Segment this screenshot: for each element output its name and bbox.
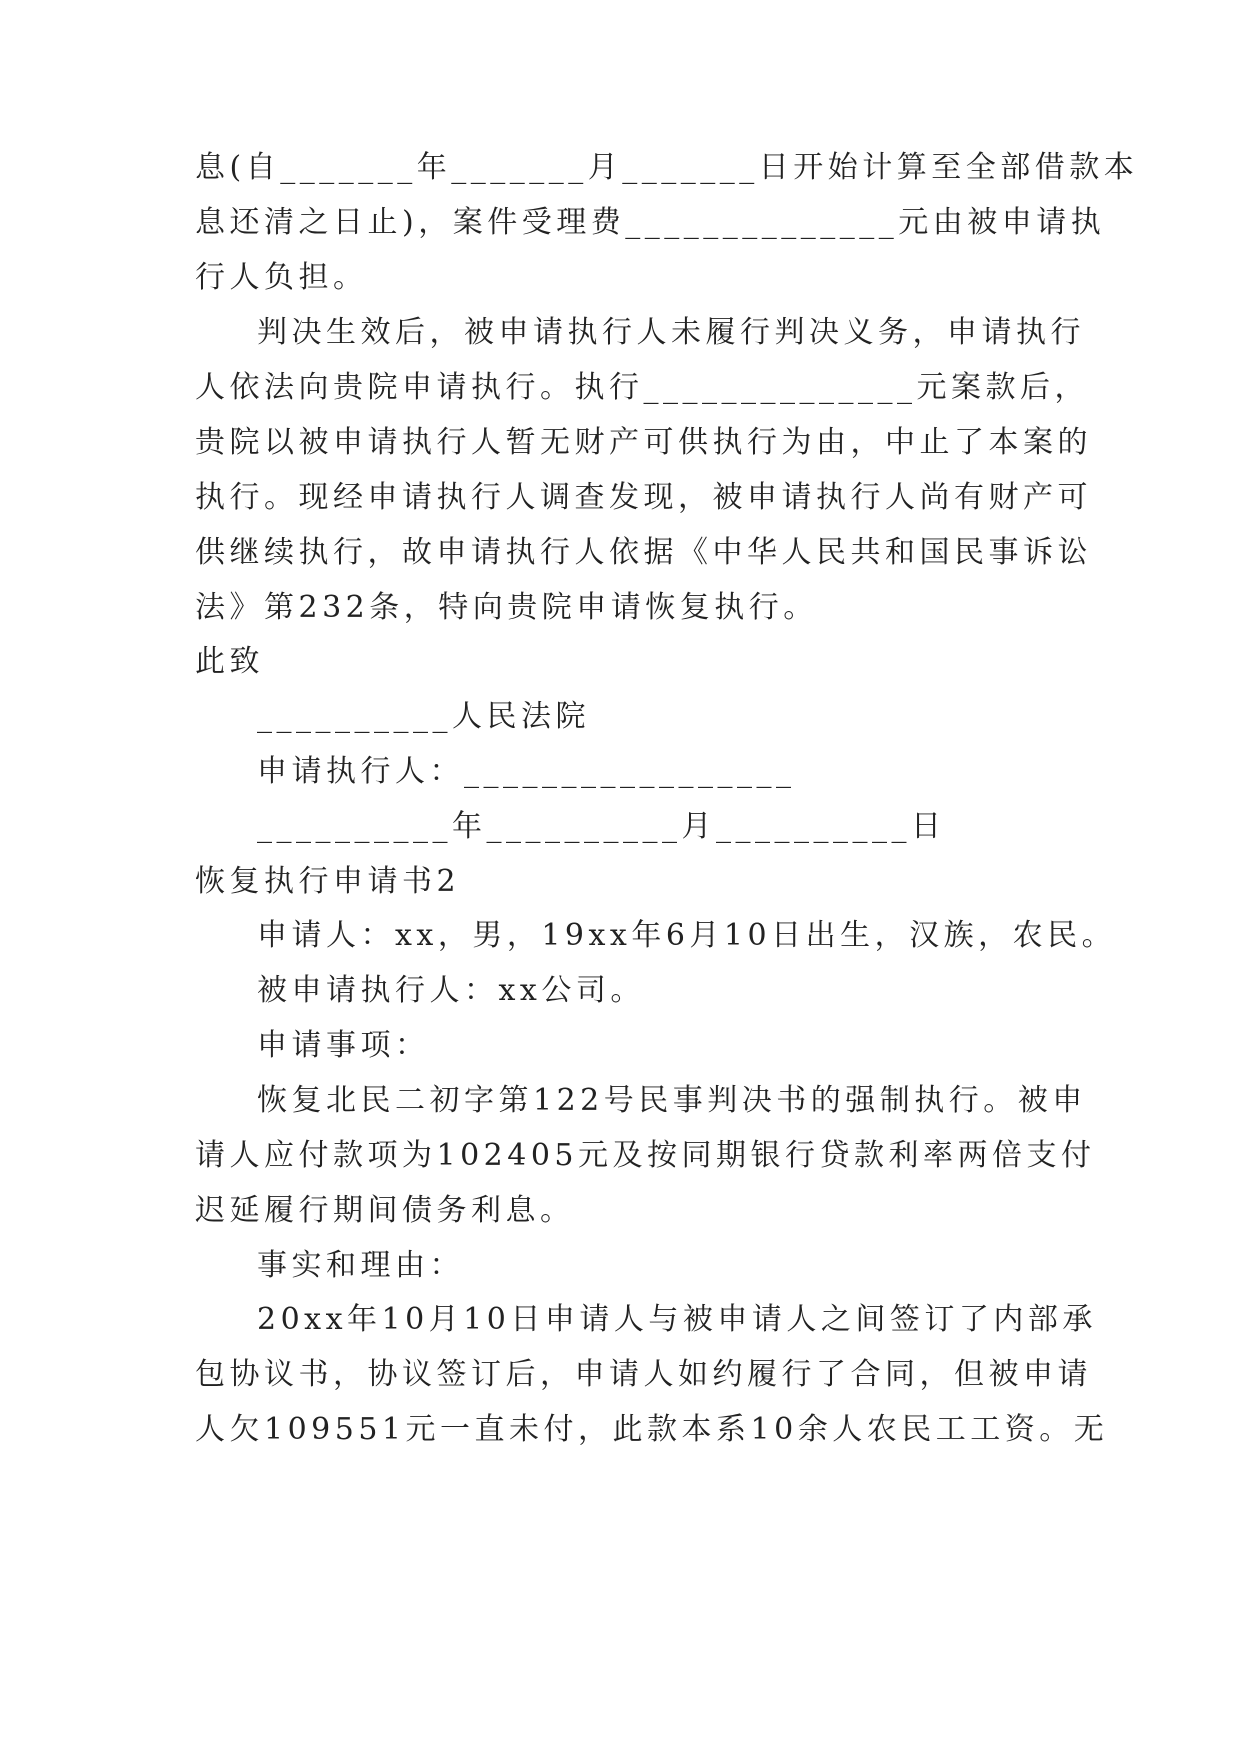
paragraph-line: 人欠109551元一直未付，此款本系10余人农民工工资。无 (195, 1412, 1109, 1447)
paragraph-line: 贵院以被申请执行人暂无财产可供执行为由，中止了本案的 (195, 425, 1092, 460)
paragraph-line: 息(自_______年_______月_______日开始计算至全部借款本 (195, 150, 1139, 185)
paragraph-line: 供继续执行，故申请执行人依据《中华人民共和国民事诉讼 (195, 535, 1092, 570)
section-heading-request: 申请事项： (257, 1028, 430, 1063)
paragraph-line: 法》第232条，特向贵院申请恢复执行。 (195, 590, 818, 625)
court-name-line: __________人民法院 (257, 699, 590, 734)
paragraph-line: 迟延履行期间债务利息。 (195, 1193, 575, 1228)
respondent-info: 被申请执行人：xx公司。 (257, 973, 645, 1008)
paragraph-line: 执行。现经申请执行人调查发现，被申请执行人尚有财产可 (195, 480, 1092, 515)
paragraph-line: 请人应付款项为102405元及按同期银行贷款利率两倍支付 (195, 1138, 1096, 1173)
paragraph-line: 20xx年10月10日申请人与被申请人之间签订了内部承 (257, 1302, 1097, 1337)
paragraph-line: 人依法向贵院申请执行。执行______________元案款后， (195, 370, 1089, 405)
salutation: 此致 (195, 644, 264, 679)
paragraph-line: 恢复北民二初字第122号民事判决书的强制执行。被申 (257, 1083, 1087, 1118)
date-line: __________年__________月__________日 (257, 809, 946, 844)
paragraph-line: 包协议书，协议签订后，申请人如约履行了合同，但被申请 (195, 1357, 1092, 1392)
section-heading-facts: 事实和理由： (257, 1248, 464, 1283)
paragraph-line: 判决生效后，被申请执行人未履行判决义务，申请执行 (257, 315, 1085, 350)
paragraph-line: 行人负担。 (195, 260, 368, 295)
applicant-signature-line: 申请执行人：_________________ (257, 754, 796, 789)
paragraph-line: 息还清之日止)，案件受理费______________元由被申请执 (195, 205, 1106, 240)
applicant-info: 申请人：xx，男，19xx年6月10日出生，汉族，农民。 (257, 918, 1117, 953)
section-title: 恢复执行申请书2 (195, 864, 461, 899)
